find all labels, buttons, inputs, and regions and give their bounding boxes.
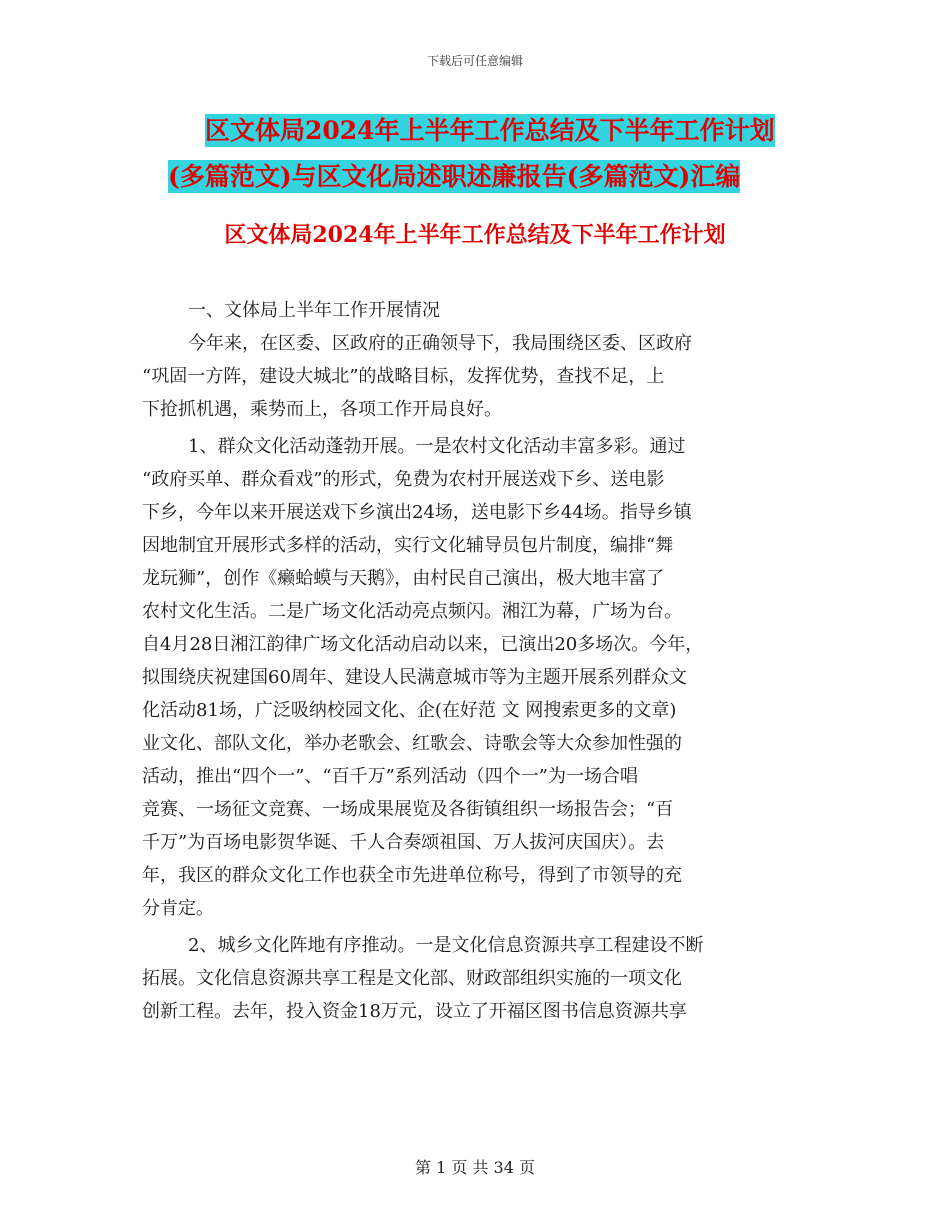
section-title: 区文体局2024年上半年工作总结及下半年工作计划 [224, 222, 726, 248]
paragraph-line: “政府买单、群众看戏”的形式，免费为农村开展送戏下乡、送电影 [142, 469, 665, 490]
paragraph-line: 2、城乡文化阵地有序推动。一是文化信息资源共享工程建设不断 [188, 935, 704, 956]
paragraph-line: 因地制宜开展形式多样的活动，实行文化辅导员包片制度，编排“舞 [142, 535, 674, 556]
paragraph-line: 农村文化生活。二是广场文化活动亮点频闪。湘江为幕，广场为台。 [142, 601, 682, 622]
heading-line: 一、文体局上半年工作开展情况 [188, 300, 440, 321]
paragraph-line: 化活动81场，广泛吸纳校园文化、企(在好范 文 网搜索更多的文章) [142, 700, 677, 721]
paragraph-line: 拓展。文化信息资源共享工程是文化部、财政部组织实施的一项文化 [142, 968, 682, 989]
paragraph-line: 拟围绕庆祝建国60周年、建设人民满意城市等为主题开展系列群众文 [142, 667, 687, 688]
paragraph-line: 1、群众文化活动蓬勃开展。一是农村文化活动丰富多彩。通过 [188, 436, 686, 457]
paragraph-line: 年，我区的群众文化工作也获全市先进单位称号，得到了市领导的充 [142, 865, 682, 886]
paragraph-line: 创新工程。去年，投入资金18万元，设立了开福区图书信息资源共享 [142, 1001, 687, 1022]
paragraph-line: 活动，推出“四个一”、“百千万”系列活动（四个一”为一场合唱 [142, 766, 639, 787]
paragraph-line: 竞赛、一场征文竞赛、一场成果展览及各街镇组织一场报告会；“百 [142, 799, 674, 820]
body-text [142, 294, 827, 1028]
header-note: 下载后可任意编辑 [426, 54, 523, 68]
paragraph-line: 千万”为百场电影贺华诞、千人合奏颂祖国、万人拔河庆国庆）。去 [142, 832, 665, 853]
paragraph-line: 下抢抓机遇，乘势而上，各项工作开局良好。 [142, 399, 502, 420]
document-title [168, 108, 848, 200]
paragraph-line: 自4月28日湘江韵律广场文化活动启动以来，已演出20多场次。今年， [142, 634, 704, 655]
paragraph-line: 今年来，在区委、区政府的正确领导下，我局围绕区委、区政府 [188, 333, 692, 354]
paragraph-line: 业文化、部队文化，举办老歌会、红歌会、诗歌会等大众参加性强的 [142, 733, 682, 754]
paragraph-line: 下乡，今年以来开展送戏下乡演出24场，送电影下乡44场。指导乡镇 [142, 502, 692, 523]
title-line-2: (多篇范文)与区文化局述职述廉报告(多篇范文)汇编 [168, 162, 741, 191]
paragraph-line: 分肯定。 [142, 898, 214, 919]
page-number: 第 1 页 共 34 页 [415, 1158, 535, 1177]
paragraph-line: 龙玩狮”，创作《癞蛤蟆与天鹅》，由村民自己演出，极大地丰富了 [142, 568, 665, 589]
paragraph-line: “巩固一方阵，建设大城北”的战略目标，发挥优势，查找不足，上 [142, 366, 665, 387]
title-line-1: 区文体局2024年上半年工作总结及下半年工作计划 [205, 116, 775, 145]
